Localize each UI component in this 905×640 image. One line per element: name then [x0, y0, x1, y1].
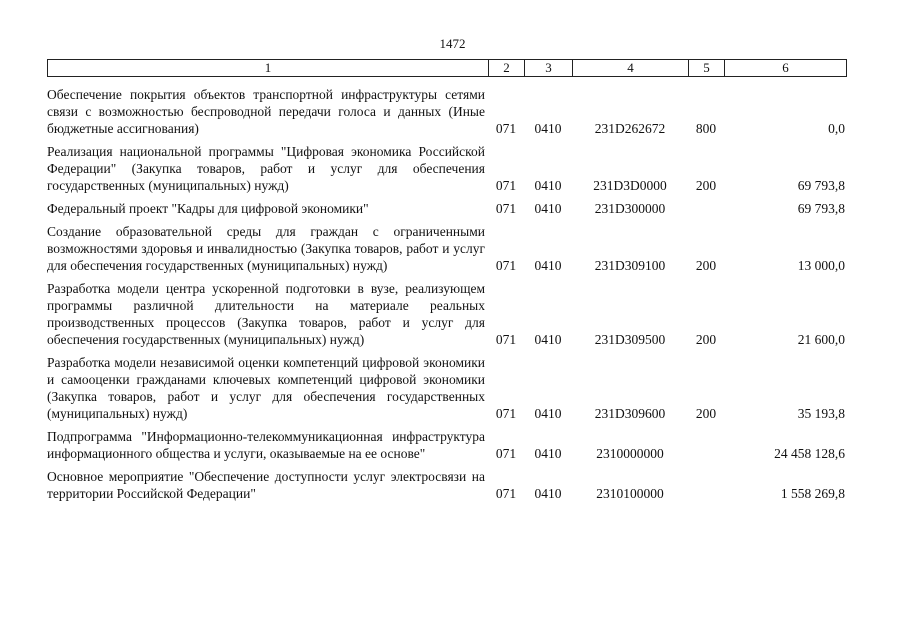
table-row	[47, 223, 845, 274]
table-row	[47, 354, 845, 422]
row-expense-type: 200	[695, 258, 717, 273]
row-section: 0410	[534, 121, 562, 136]
row-target-article: 231D309500	[594, 332, 666, 347]
row-description: Подпрограмма "Информационно-телекоммуникационная инфраструктура информационного общества и услуги, оказываемые на ее основе"	[47, 429, 485, 461]
table-row	[47, 200, 845, 217]
row-description: Обеспечение покрытия объектов транспортной инфраструктуры сетями связи с возможностью беспроводной передачи голоса и данных (Иные бюджетные ассигнования)	[47, 87, 485, 136]
row-section: 0410	[534, 178, 562, 193]
table-row	[47, 280, 845, 348]
row-code: 071	[495, 258, 517, 273]
table-row	[47, 86, 845, 137]
row-description: Разработка модели центра ускоренной подготовки в вузе, реализующем программы различной длительности на материале реальных производственных процессов (Закупка товаров, работ и услуг для обеспечения государственных (муниципальных) нужд)	[47, 281, 485, 347]
row-code: 071	[495, 178, 517, 193]
row-code: 071	[495, 486, 517, 501]
row-target-article: 231D309100	[594, 258, 666, 273]
header-col-1: 1	[48, 60, 489, 76]
row-amount: 13 000,0	[797, 258, 845, 273]
table-row	[47, 468, 845, 502]
table-row	[47, 428, 845, 462]
row-description: Разработка модели независимой оценки компетенций цифровой экономики и самооценки гражданами ключевых компетенций цифровой экономики (Закупка товаров, работ и услуг для обеспечения государственных (муниципальных) нужд)	[47, 355, 485, 421]
row-description: Создание образовательной среды для граждан с ограниченными возможностями здоровья и инвалидностью (Закупка товаров, работ и услуг для обеспечения государственных (муниципальных) нужд)	[47, 224, 485, 273]
row-target-article: 231D300000	[594, 201, 666, 216]
row-section: 0410	[534, 332, 562, 347]
row-description: Основное мероприятие "Обеспечение доступности услуг электросвязи на территории Российской Федерации"	[47, 469, 485, 501]
row-amount: 1 558 269,8	[780, 486, 845, 501]
row-target-article: 231D309600	[594, 406, 666, 421]
row-target-article: 2310000000	[596, 446, 664, 461]
row-amount: 69 793,8	[797, 178, 845, 193]
row-amount: 21 600,0	[797, 332, 845, 347]
table-body	[47, 86, 845, 508]
row-target-article: 231D262672	[594, 121, 666, 136]
row-code: 071	[495, 121, 517, 136]
row-section: 0410	[534, 486, 562, 501]
row-expense-type: 800	[695, 121, 717, 136]
row-description: Реализация национальной программы "Цифровая экономика Российской Федерации" (Закупка товаров, работ и услуг для обеспечения государственных (муниципальных) нужд)	[47, 144, 485, 193]
table-row	[47, 143, 845, 194]
row-code: 071	[495, 201, 517, 216]
row-expense-type: 200	[695, 332, 717, 347]
row-section: 0410	[534, 446, 562, 461]
header-col-5: 5	[689, 60, 725, 76]
row-section: 0410	[534, 258, 562, 273]
header-col-6: 6	[782, 60, 789, 75]
header-col-2: 2	[489, 60, 525, 76]
row-section: 0410	[534, 201, 562, 216]
row-section: 0410	[534, 406, 562, 421]
row-amount: 0,0	[828, 121, 845, 136]
row-target-article: 231D3D0000	[593, 178, 667, 193]
page-number: 1472	[439, 36, 466, 51]
row-description: Федеральный проект "Кадры для цифровой экономики"	[47, 201, 369, 216]
row-code: 071	[495, 446, 517, 461]
row-target-article: 2310100000	[596, 486, 664, 501]
row-amount: 69 793,8	[797, 201, 845, 216]
row-code: 071	[495, 332, 517, 347]
row-expense-type: 200	[695, 406, 717, 421]
row-amount: 35 193,8	[797, 406, 845, 421]
row-expense-type: 200	[695, 178, 717, 193]
row-amount: 24 458 128,6	[774, 446, 845, 461]
header-col-4: 4	[573, 60, 689, 76]
header-col-3: 3	[525, 60, 573, 76]
row-code: 071	[495, 406, 517, 421]
table-header	[47, 59, 847, 77]
